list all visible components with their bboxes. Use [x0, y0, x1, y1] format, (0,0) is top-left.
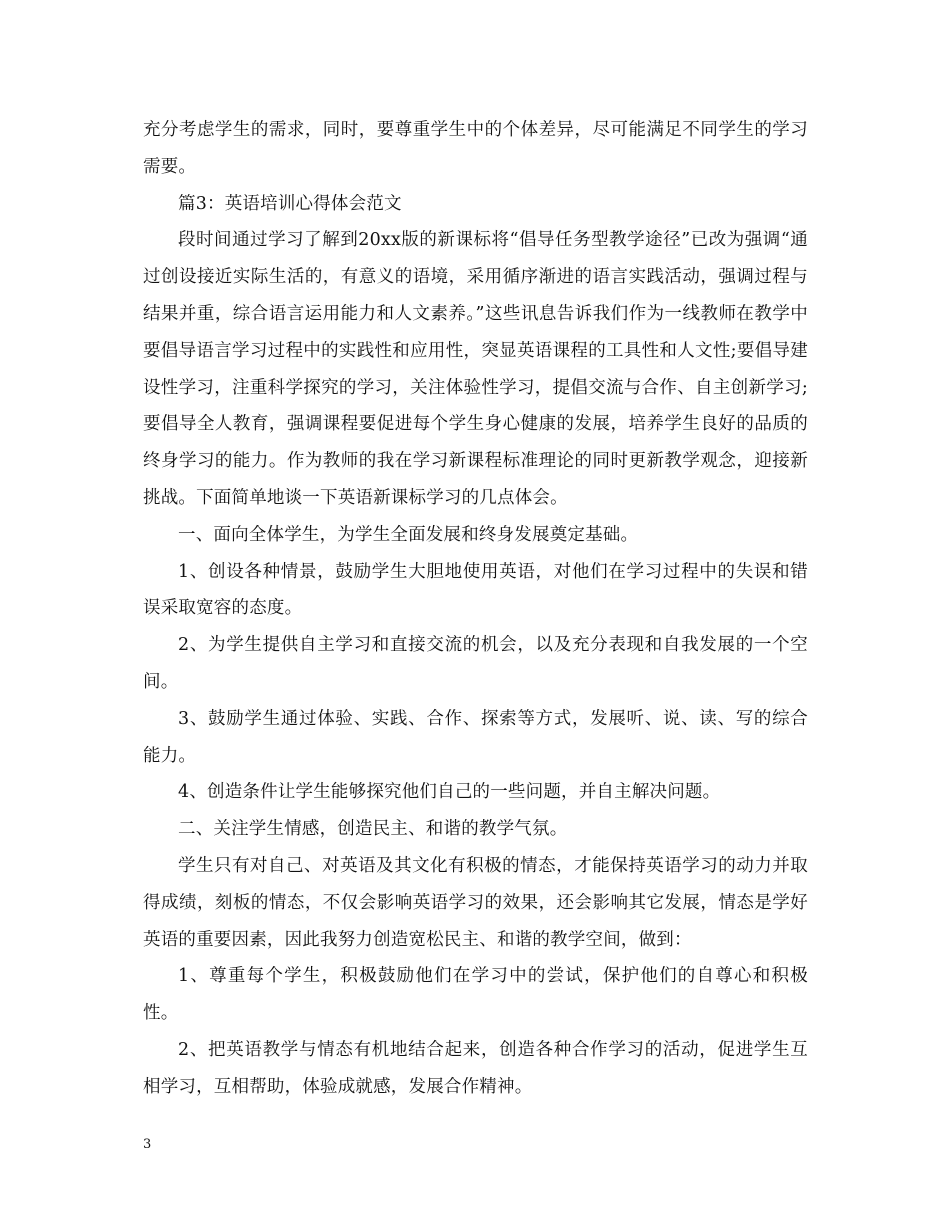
paragraph: 3、鼓励学生通过体验、实践、合作、探索等方式，发展听、说、读、写的综合能力。 — [143, 708, 808, 766]
paragraph: 1、创设各种情景，鼓励学生大胆地使用英语，对他们在学习过程中的失误和错误采取宽容的态度。 — [143, 561, 808, 619]
document-body — [143, 112, 808, 1106]
paragraph: 2、把英语教学与情态有机地结合起来，创造各种合作学习的活动，促进学生互相学习，互相帮助，体验成就感，发展合作精神。 — [143, 1039, 808, 1097]
paragraph: 一、面向全体学生，为学生全面发展和终身发展奠定基础。 — [178, 524, 639, 545]
paragraph: 2、为学生提供自主学习和直接交流的机会，以及充分表现和自我发展的一个空间。 — [143, 635, 808, 692]
paragraph: 充分考虑学生的需求，同时，要尊重学生中的个体差异，尽可能满足不同学生的学习需要。 — [143, 120, 808, 177]
paragraph: 段时间通过学习了解到20xx版的新课标将“倡导任务型教学途径”已改为强调“通过创设接近实际生活的，有意义的语境，采用循序渐进的语言实践活动，强调过程与结果并重，综合语言运用能力和人文素养。”这些讯息告诉我们作为一线教师在教学中要倡导语言学习过程中的实践性和应用性，突显英语课程的工具性和人文性;要倡导建设性学习，注重科学探究的学习，关注体验性学习，提倡交流与合作、自主创新学习;要倡导全人教育，强调课程要促进每个学生身心健康的发展，培养学生良好的品质的终身学习的能力。作为教师的我在学习新课程标准理论的同时更新教学观念，迎接新挑战。下面简单地谈一下英语新课标学习的几点体会。 — [143, 230, 808, 508]
paragraph: 篇3：英语培训心得体会范文 — [178, 193, 402, 214]
paragraph: 学生只有对自己、对英语及其文化有积极的情态，才能保持英语学习的动力并取得成绩，刻板的情态，不仅会影响英语学习的效果，还会影响其它发展，情态是学好英语的重要因素，因此我努力创造宽松民主、和谐的教学空间，做到： — [143, 855, 808, 950]
paragraph: 1、尊重每个学生，积极鼓励他们在学习中的尝试，保护他们的自尊心和积极性。 — [143, 966, 808, 1024]
page-number: 3 — [143, 1137, 152, 1152]
paragraph: 二、关注学生情感，创造民主、和谐的教学气氛。 — [178, 819, 568, 840]
paragraph: 4、创造条件让学生能够探究他们自己的一些问题，并自主解决问题。 — [178, 782, 721, 803]
